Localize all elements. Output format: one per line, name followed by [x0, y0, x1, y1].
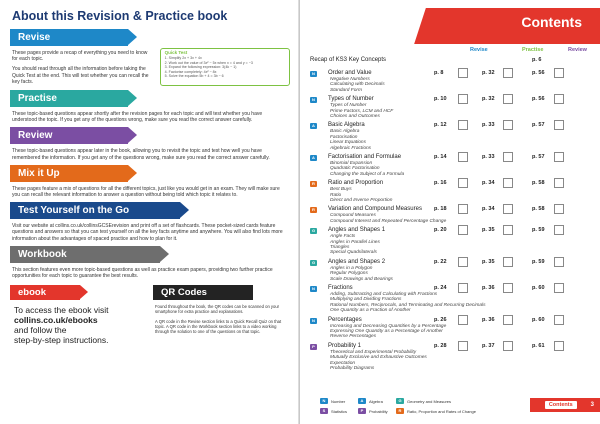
page-ref: p. 58 — [532, 180, 545, 187]
contents-list — [310, 57, 595, 374]
mix-it-up-text: These pages feature a mix of questions for all the different topics, just like you would get in an exam. They will make sure you can recall the relevant information to answer a question without being told which topic it relates to. — [12, 185, 280, 199]
subtopic: Mutually Exclusive and Exhaustive Outcomes — [330, 355, 427, 361]
test-yourself-heading: Test Yourself on the Go — [10, 202, 180, 219]
page-ref: p. 35 — [482, 258, 495, 265]
tick-box[interactable] — [458, 178, 468, 188]
tick-box[interactable] — [458, 257, 468, 267]
workbook-heading: Workbook — [10, 246, 160, 263]
topic-title: Angles and Shapes 1 — [328, 227, 386, 234]
page-ref: p. 37 — [482, 342, 495, 349]
page-ref: p. 36 — [482, 316, 495, 323]
subtopic: Adding, Subtracting and Calculating with Fractions — [330, 291, 438, 297]
topic-title: Basic Algebra — [328, 122, 365, 129]
legend-probability: P Probability — [358, 408, 388, 414]
page-ref: p. 20 — [434, 227, 447, 234]
subtopic: Special Quadrilaterals — [330, 250, 377, 256]
recap-row — [310, 57, 595, 70]
page-ref: p. 6 — [532, 57, 542, 63]
col-practise: Practise — [522, 47, 544, 53]
revise-section — [10, 46, 290, 86]
qr-section — [153, 285, 290, 345]
contents-row — [310, 227, 595, 259]
quick-test-line: 4. Factorise completely: 4x² − 8x — [164, 69, 217, 74]
page-ref: p. 35 — [482, 227, 495, 234]
page-ref: p. 57 — [532, 153, 545, 160]
topic-title: Ratio and Proportion — [328, 180, 384, 187]
tick-box[interactable] — [503, 257, 513, 267]
subtopic: Binomial Expansion — [330, 160, 373, 166]
page-title: About this Revision & Practice book — [12, 9, 228, 23]
strand-badge: N — [310, 318, 317, 324]
strand-badge: G — [311, 259, 316, 265]
page-ref: p. 59 — [532, 258, 545, 265]
review-heading: Review — [10, 127, 128, 144]
subtopic: Changing the Subject of a Formula — [330, 171, 405, 177]
topic-title: Angles and Shapes 2 — [328, 258, 386, 265]
ebook-heading: ebook — [10, 285, 80, 300]
page-ref: p. 26 — [434, 316, 447, 323]
strand-badge: N — [310, 286, 317, 292]
tick-box[interactable] — [554, 152, 564, 162]
subtopic: Increasing and Decreasing Quantities by a Percentage — [330, 323, 447, 329]
tick-box[interactable] — [554, 225, 564, 235]
page-ref: p. 22 — [434, 258, 447, 265]
contents-row — [310, 154, 595, 180]
page-ref: p. 16 — [434, 180, 447, 187]
quick-test-title: Quick Test — [164, 50, 188, 55]
tick-box[interactable] — [458, 204, 468, 214]
subtopic: Basic Algebra — [330, 129, 360, 135]
tick-box[interactable] — [503, 204, 513, 214]
strand-badge: A — [310, 155, 317, 161]
tick-box[interactable] — [554, 120, 564, 130]
subtopic: Prime Factors, LCM and HCF — [330, 108, 394, 114]
practise-text: These topic-based questions appear shortly after the revision pages for each topic and will test whether you have understood the topic. If you get any of the questions wrong, make sure you read the correct answer carefully. — [12, 111, 263, 124]
quick-test-line: 1. Simplify 2x + 3x + 4x — [164, 56, 202, 61]
page-ref: p. 60 — [532, 316, 545, 323]
practise-heading: Practise — [10, 90, 128, 107]
quick-test-line: 2. Work out the value of 3x² − 5x when x = 4 and y = −3 — [164, 60, 253, 65]
tick-box[interactable] — [458, 225, 468, 235]
tick-box[interactable] — [503, 152, 513, 162]
page-ref: p. 58 — [532, 206, 545, 213]
subtopic: Multiplying and Dividing Fractions — [330, 297, 402, 303]
ebook-section — [10, 285, 145, 345]
legend-number: N Number — [320, 398, 345, 404]
tick-box[interactable] — [458, 68, 468, 78]
page-ref: p. 8 — [434, 70, 444, 76]
page-ref: p. 56 — [532, 70, 545, 76]
contents-row — [310, 96, 595, 122]
topic-title: Order and Value — [328, 70, 372, 76]
subtopic: Calculating with Decimals — [330, 82, 385, 88]
topic-title: Types of Number — [328, 96, 374, 103]
page-ref: p. 32 — [482, 70, 495, 76]
test-yourself-text: Visit our website at collins.co.uk/collinsGCSErevision and print off a set of flashcards. These pocket-sized cards feature questions and answers so that you can test yourself on all the key facts anytime and anywhere. You will also find lots more information about the advantages of spaced practice and how to plan for it. — [12, 223, 283, 242]
revise-heading: Revise — [10, 29, 128, 46]
tick-box[interactable] — [458, 94, 468, 104]
tick-box[interactable] — [458, 283, 468, 293]
subtopic: Compound Measures — [330, 213, 376, 219]
tick-box[interactable] — [458, 152, 468, 162]
subtopic: Angles in Parallel Lines — [330, 239, 380, 245]
qr-heading: QR Codes — [153, 285, 253, 300]
ebook-text: To access the ebook visit collins.co.uk/ebooks and follow the step-by-step instructions. — [10, 305, 145, 345]
revise-text: These pages provide a recap of everything you need to know for each topic. You should read through all the information before taking the Quick Test at the end. This will test whether you can recall the key facts. — [12, 50, 149, 85]
subtopic: Direct and Inverse Proportion — [330, 197, 393, 203]
subtopic: Angles in a Polygon — [330, 265, 373, 271]
page-ref: p. 57 — [532, 122, 545, 129]
col-revise: Revise — [470, 47, 488, 53]
page-number: 3 — [590, 402, 594, 408]
tick-box[interactable] — [503, 94, 513, 104]
topic-title: Factorisation and Formulae — [328, 153, 402, 160]
subtopic: One Quantity as a Fraction of Another — [330, 308, 411, 314]
subtopic: Choices and Outcomes — [330, 113, 380, 119]
col-review: Review — [568, 47, 587, 53]
page-ref: p. 10 — [434, 96, 447, 103]
page-ref: p. 60 — [532, 284, 545, 291]
strand-badge: R — [310, 207, 317, 213]
review-text: These topic-based questions appear later in the book, allowing you to revisit the topic and test how well you have remembered the information. If you get any of the questions wrong, make sure you read the correct answer carefully. — [12, 148, 270, 161]
subtopic: Best Buys — [330, 187, 352, 193]
page-ref: p. 33 — [482, 153, 495, 160]
page-ref: p. 18 — [434, 206, 447, 213]
tick-box[interactable] — [458, 341, 468, 351]
tick-box[interactable] — [503, 283, 513, 293]
bottom-row — [10, 285, 290, 345]
page-ref: p. 24 — [434, 284, 447, 291]
subtopic: Linear Equations — [330, 140, 367, 146]
tick-box[interactable] — [503, 341, 513, 351]
subtopic: Compound Interest and Repeated Percentage Change — [330, 218, 447, 224]
page-ref: p. 34 — [482, 180, 495, 187]
subtopic: Ratio — [330, 192, 342, 198]
page-ref: p. 12 — [434, 122, 447, 129]
contents-row — [310, 343, 595, 375]
subtopic: Negative Numbers — [330, 77, 370, 82]
contents-title: Contents — [521, 14, 582, 30]
contents-row — [310, 317, 595, 343]
tick-box[interactable] — [458, 120, 468, 130]
contents-row — [310, 122, 595, 154]
legend-algebra: A Algebra — [358, 398, 383, 404]
strand-badge: N — [310, 97, 317, 103]
tick-box[interactable] — [458, 315, 468, 325]
tick-box[interactable] — [554, 94, 564, 104]
tick-box[interactable] — [554, 283, 564, 293]
subtopic: Standard Form — [330, 87, 362, 93]
ebook-link[interactable]: collins.co.uk/ebooks — [14, 315, 98, 326]
tick-box[interactable] — [503, 225, 513, 235]
tick-box[interactable] — [554, 341, 564, 351]
legend-statistics: S Statistics — [320, 408, 347, 414]
subtopic: Types of Number — [330, 103, 367, 109]
topic-title: Percentages — [328, 316, 362, 323]
footer-tab — [530, 398, 600, 412]
subtopic: Regular Polygons — [330, 271, 368, 277]
tick-box[interactable] — [503, 120, 513, 130]
subtopic: Expectation — [330, 360, 356, 366]
page-ref: p. 56 — [532, 96, 545, 103]
strand-badge: N — [310, 71, 317, 77]
workbook-text: This section features even more topic-based questions as well as practice exam papers, providing two further practice opportunities for each topic to guarantee the best results. — [12, 266, 273, 280]
quick-test-line: 5. Solve the equation 5b + 4 = 3b − 6 — [164, 74, 224, 79]
page-ref: p. 59 — [532, 227, 545, 234]
contents-row — [310, 70, 595, 96]
contents-page — [300, 0, 600, 424]
page-ref: p. 33 — [482, 122, 495, 129]
page-ref: p. 14 — [434, 153, 447, 160]
page-ref: p. 32 — [482, 96, 495, 103]
subtopic: Quadratic Factorisation — [330, 166, 380, 172]
subtopic: Algebraic Fractions — [330, 145, 372, 151]
strand-badge: R — [310, 181, 317, 187]
subtopic: Expressing One Quantity as a Percentage of Another — [330, 328, 443, 334]
topic-title: Probability 1 — [328, 342, 362, 349]
contents-row — [310, 206, 595, 227]
qr-text-2: A QR code in the Revise section links to a Quick Recall Quiz on that topic. A QR code in the Workbook section links to a video working through the solution to one of the questions on that topic. — [155, 318, 282, 335]
subtopic: Scale Drawings and Bearings — [330, 276, 393, 282]
qr-text-1: Found throughout the book, the QR codes can be scanned on your smartphone for extra practice and explanations. — [155, 304, 280, 315]
tick-box[interactable] — [503, 68, 513, 78]
contents-row — [310, 285, 595, 317]
legend-geometry: G Geometry and Measures — [396, 398, 451, 404]
subtopic: Probability Diagrams — [330, 365, 375, 371]
subtopic: Rational Numbers, Reciprocals, and Terminating and Recurring Decimals — [330, 302, 486, 308]
tick-box[interactable] — [554, 68, 564, 78]
quick-test-line: 3. Expand the following expression: 3(4k − 1) — [164, 65, 237, 70]
topic-title: Variation and Compound Measures — [328, 206, 422, 213]
tick-box[interactable] — [554, 204, 564, 214]
footer-label: Contents — [545, 401, 577, 409]
contents-row — [310, 259, 595, 285]
quick-test-box — [160, 48, 290, 86]
strand-badge: A — [310, 123, 317, 129]
tick-box[interactable] — [503, 315, 513, 325]
subtopic: Theoretical and Experimental Probability — [330, 349, 417, 355]
recap-title: Recap of KS3 Key Concepts — [310, 57, 387, 63]
subtopic: Triangles — [330, 244, 350, 250]
subtopic: Reverse Percentages — [330, 334, 377, 340]
contents-row — [310, 180, 595, 206]
tick-box[interactable] — [554, 257, 564, 267]
strand-badge: P — [310, 344, 317, 350]
page-ref: p. 36 — [482, 284, 495, 291]
tick-box[interactable] — [554, 178, 564, 188]
column-headers — [300, 47, 600, 57]
topic-title: Fractions — [328, 284, 353, 291]
mix-it-up-heading: Mix it Up — [10, 165, 128, 182]
tick-box[interactable] — [554, 315, 564, 325]
page-ref: p. 28 — [434, 342, 447, 349]
strand-badge: G — [311, 228, 316, 234]
subtopic: Angle Facts — [330, 234, 356, 240]
subtopic: Factorisation — [330, 134, 358, 140]
tick-box[interactable] — [503, 178, 513, 188]
page-ref: p. 61 — [532, 342, 545, 349]
legend-ratio: R Ratio, Proportion and Rates of Change — [396, 408, 476, 414]
page-ref: p. 34 — [482, 206, 495, 213]
